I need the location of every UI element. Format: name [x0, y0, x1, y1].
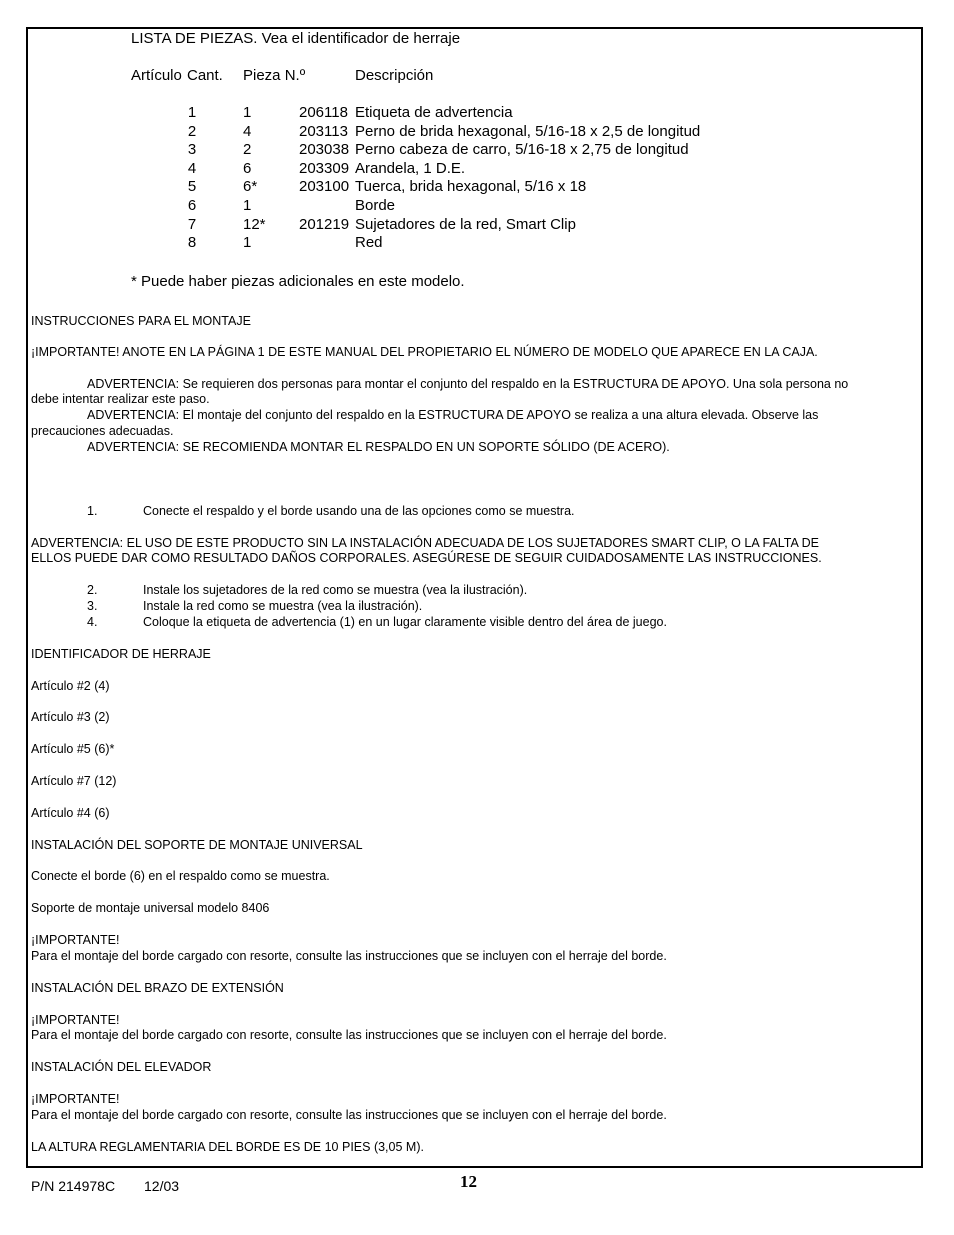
warning-smart-clip-line1: ADVERTENCIA: EL USO DE ESTE PRODUCTO SIN LA INSTALACIÓN ADECUADA DE LOS SUJETADORES SMART CLIP, O LA FALTA DE [31, 536, 819, 550]
hardware-item: Artículo #2 (4) [31, 679, 110, 693]
cell-qty: 1 [243, 104, 252, 121]
cell-description: Red [355, 234, 383, 251]
col-header-part-no: Pieza N.º [243, 67, 306, 84]
cell-article: 7 [187, 216, 197, 233]
cell-part-no: 206118 [299, 104, 348, 121]
spring-rim-note: Para el montaje del borde cargado con resorte, consulte las instrucciones que se incluyen con el herraje del borde. [31, 1028, 667, 1042]
warning-two-people-line2: debe intentar realizar este paso. [31, 392, 210, 406]
hardware-item: Artículo #4 (6) [31, 806, 110, 820]
cell-article: 5 [187, 178, 197, 195]
step-text: Coloque la etiqueta de advertencia (1) en un lugar claramente visible dentro del área de juego. [143, 615, 667, 629]
cell-description: Borde [355, 197, 396, 214]
cell-part-no: 201219 [299, 216, 350, 233]
cell-article: 1 [187, 104, 197, 121]
col-header-qty: Cant. [187, 67, 223, 84]
step-number: 1. [87, 504, 98, 518]
cell-qty: 1 [243, 234, 252, 251]
cell-part-no: 203100 [299, 178, 350, 195]
step-text: Instale los sujetadores de la red como se muestra (vea la ilustración). [143, 583, 528, 597]
cell-part-no: 203113 [299, 123, 348, 140]
important-label: ¡IMPORTANTE! [31, 933, 120, 947]
page-number: 12 [460, 1172, 477, 1191]
hardware-item: Artículo #7 (12) [31, 774, 117, 788]
important-model-note: ¡IMPORTANTE! ANOTE EN LA PÁGINA 1 DE ESTE MANUAL DEL PROPIETARIO EL NÚMERO DE MODELO QUE APARECE EN LA CAJA. [31, 345, 818, 359]
hardware-item: Artículo #3 (2) [31, 710, 110, 724]
warning-height-line1: ADVERTENCIA: El montaje del conjunto del respaldo en la ESTRUCTURA DE APOYO se realiza a una altura elevada. Observe las [87, 408, 819, 422]
spring-rim-note: Para el montaje del borde cargado con resorte, consulte las instrucciones que se incluyen con el herraje del borde. [31, 1108, 667, 1122]
parts-list-title: LISTA DE PIEZAS. Vea el identificador de herraje [131, 30, 461, 47]
universal-mount-model: Soporte de montaje universal modelo 8406 [31, 901, 270, 915]
rim-height-note: LA ALTURA REGLAMENTARIA DEL BORDE ES DE 10 PIES (3,05 M). [31, 1140, 424, 1154]
parts-footnote: * Puede haber piezas adicionales en este modelo. [131, 273, 465, 290]
cell-article: 6 [187, 197, 197, 214]
cell-description: Sujetadores de la red, Smart Clip [355, 216, 576, 233]
warning-steel-support: ADVERTENCIA: SE RECOMIENDA MONTAR EL RESPALDO EN UN SOPORTE SÓLIDO (DE ACERO). [87, 440, 670, 454]
cell-article: 3 [187, 141, 197, 158]
cell-article: 4 [187, 160, 197, 177]
step-text: Instale la red como se muestra (vea la ilustración). [143, 599, 423, 613]
cell-qty: 6* [243, 178, 258, 195]
hardware-heading: IDENTIFICADOR DE HERRAJE [31, 647, 211, 661]
cell-article: 2 [187, 123, 197, 140]
cell-description: Arandela, 1 D.E. [355, 160, 466, 177]
cell-qty: 2 [243, 141, 252, 158]
cell-article: 8 [187, 234, 197, 251]
cell-description: Tuerca, brida hexagonal, 5/16 x 18 [355, 178, 587, 195]
elevator-heading: INSTALACIÓN DEL ELEVADOR [31, 1060, 212, 1074]
cell-qty: 4 [243, 123, 252, 140]
col-header-description: Descripción [355, 67, 434, 84]
universal-mount-instruction: Conecte el borde (6) en el respaldo como se muestra. [31, 869, 330, 883]
warning-height-line2: precauciones adecuadas. [31, 424, 174, 438]
important-label: ¡IMPORTANTE! [31, 1092, 120, 1106]
col-header-article: Artículo [131, 67, 182, 84]
hardware-item: Artículo #5 (6)* [31, 742, 115, 756]
cell-qty: 1 [243, 197, 252, 214]
warning-two-people-line1: ADVERTENCIA: Se requieren dos personas para montar el conjunto del respaldo en la ESTRUCTURA DE APOYO. Una sola persona no [87, 377, 849, 391]
step-number: 2. [87, 583, 98, 597]
cell-description: Perno cabeza de carro, 5/16-18 x 2,75 de longitud [355, 141, 689, 158]
step-number: 3. [87, 599, 98, 613]
step-number: 4. [87, 615, 98, 629]
revision-date: 12/03 [144, 1178, 180, 1194]
assembly-heading: INSTRUCCIONES PARA EL MONTAJE [31, 314, 251, 328]
extension-arm-heading: INSTALACIÓN DEL BRAZO DE EXTENSIÓN [31, 981, 284, 995]
cell-part-no: 203309 [299, 160, 350, 177]
step-text: Conecte el respaldo y el borde usando una de las opciones como se muestra. [143, 504, 575, 518]
page-frame [26, 27, 923, 1168]
universal-mount-heading: INSTALACIÓN DEL SOPORTE DE MONTAJE UNIVERSAL [31, 838, 363, 852]
important-label: ¡IMPORTANTE! [31, 1013, 120, 1027]
cell-qty: 6 [243, 160, 252, 177]
spring-rim-note: Para el montaje del borde cargado con resorte, consulte las instrucciones que se incluyen con el herraje del borde. [31, 949, 667, 963]
cell-qty: 12* [243, 216, 266, 233]
warning-smart-clip-line2: ELLOS PUEDE DAR COMO RESULTADO DAÑOS CORPORALES. ASEGÚRESE DE SEGUIR CUIDADOSAMENTE LAS INSTRUCCIONES. [31, 551, 822, 565]
cell-description: Perno de brida hexagonal, 5/16-18 x 2,5 de longitud [355, 123, 701, 140]
part-number: P/N 214978C [31, 1178, 116, 1194]
cell-part-no: 203038 [299, 141, 350, 158]
cell-description: Etiqueta de advertencia [355, 104, 513, 121]
